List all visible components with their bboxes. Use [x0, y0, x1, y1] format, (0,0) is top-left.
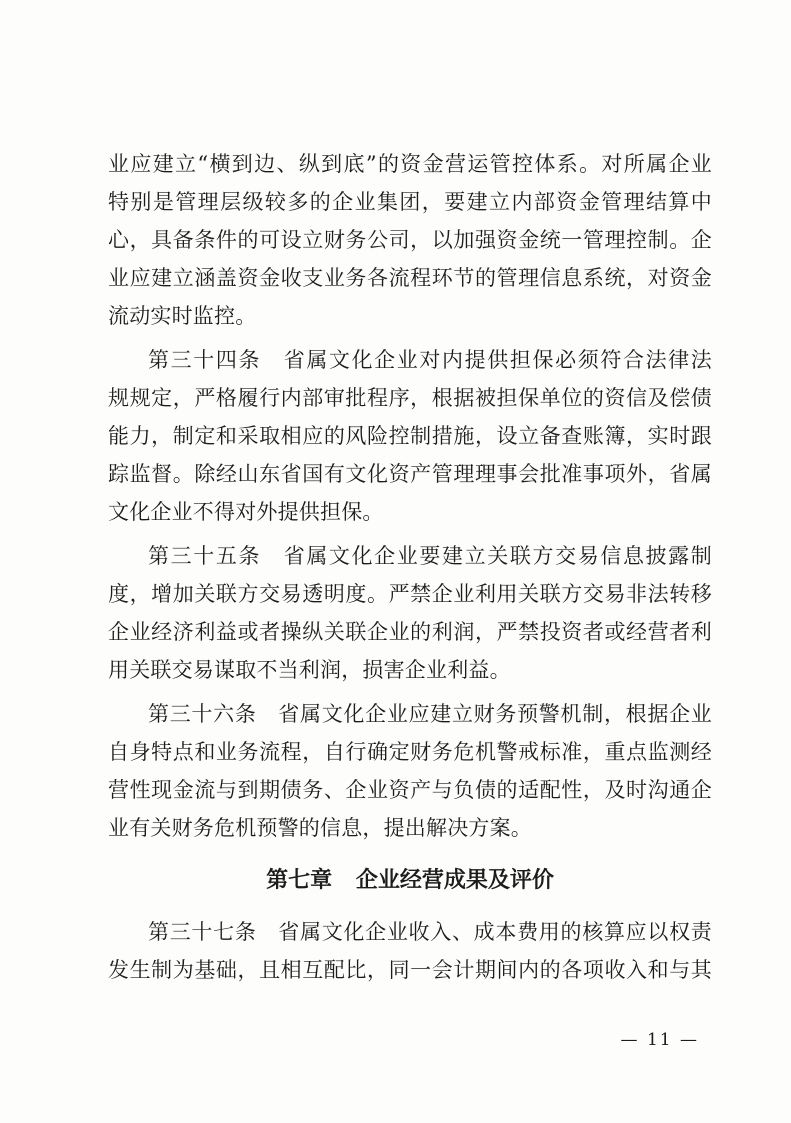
chapter-title: 企业经营成果及评价 — [355, 868, 554, 893]
text-line: 流动实时监控。 — [108, 304, 257, 328]
article-35 — [108, 537, 712, 689]
chapter-number: 第七章 — [266, 868, 333, 893]
article-34 — [108, 341, 712, 531]
paragraph-fund-control — [108, 145, 712, 335]
text-line: 踪监督。除经山东省国有文化资产管理理事会批准事项外，省属 — [108, 462, 712, 486]
text-line: 业有关财务危机预警的信息，提出解决方案。 — [108, 816, 532, 840]
text-line: 度，增加关联方交易透明度。严禁企业利用关联方交易非法转移 — [108, 582, 712, 606]
text-line: 企业经济利益或者操纵关联企业的利润，严禁投资者或经营者利 — [108, 620, 712, 644]
article-heading-line: 第三十七条 省属文化企业收入、成本费用的核算应以权责 — [148, 920, 712, 944]
article-heading-line: 第三十五条 省属文化企业要建立关联方交易信息披露制 — [148, 544, 712, 568]
text-line: 自身特点和业务流程，自行确定财务危机警戒标准，重点监测经 — [108, 740, 712, 764]
text-line: 文化企业不得对外提供担保。 — [108, 500, 384, 524]
article-heading-line: 第三十六条 省属文化企业应建立财务预警机制，根据企业 — [148, 702, 712, 726]
page-number: — 11 — — [620, 1030, 699, 1050]
chapter-heading — [108, 851, 712, 911]
text-line: 营性现金流与到期债务、企业资产与负债的适配性，及时沟通企 — [108, 778, 712, 802]
text-line: 心，具备条件的可设立财务公司，以加强资金统一管理控制。企 — [108, 228, 712, 252]
text-line: 业应建立“横到边、纵到底”的资金营运管控体系。对所属企业 — [108, 152, 712, 176]
text-line: 能力，制定和采取相应的风险控制措施，设立备查账簿，实时跟 — [108, 424, 712, 448]
article-37 — [108, 913, 712, 989]
text-line: 业应建立涵盖资金收支业务各流程环节的管理信息系统，对资金 — [108, 266, 712, 290]
article-36 — [108, 695, 712, 847]
document-body — [108, 145, 712, 989]
text-line: 特别是管理层级较多的企业集团，要建立内部资金管理结算中 — [108, 190, 712, 214]
text-line: 用关联交易谋取不当利润，损害企业利益。 — [108, 658, 511, 682]
text-line: 发生制为基础，且相互配比，同一会计期间内的各项收入和与其 — [108, 958, 712, 982]
article-heading-line: 第三十四条 省属文化企业对内提供担保必须符合法律法 — [148, 348, 712, 372]
text-line: 规规定，严格履行内部审批程序，根据被担保单位的资信及偿债 — [108, 386, 712, 410]
